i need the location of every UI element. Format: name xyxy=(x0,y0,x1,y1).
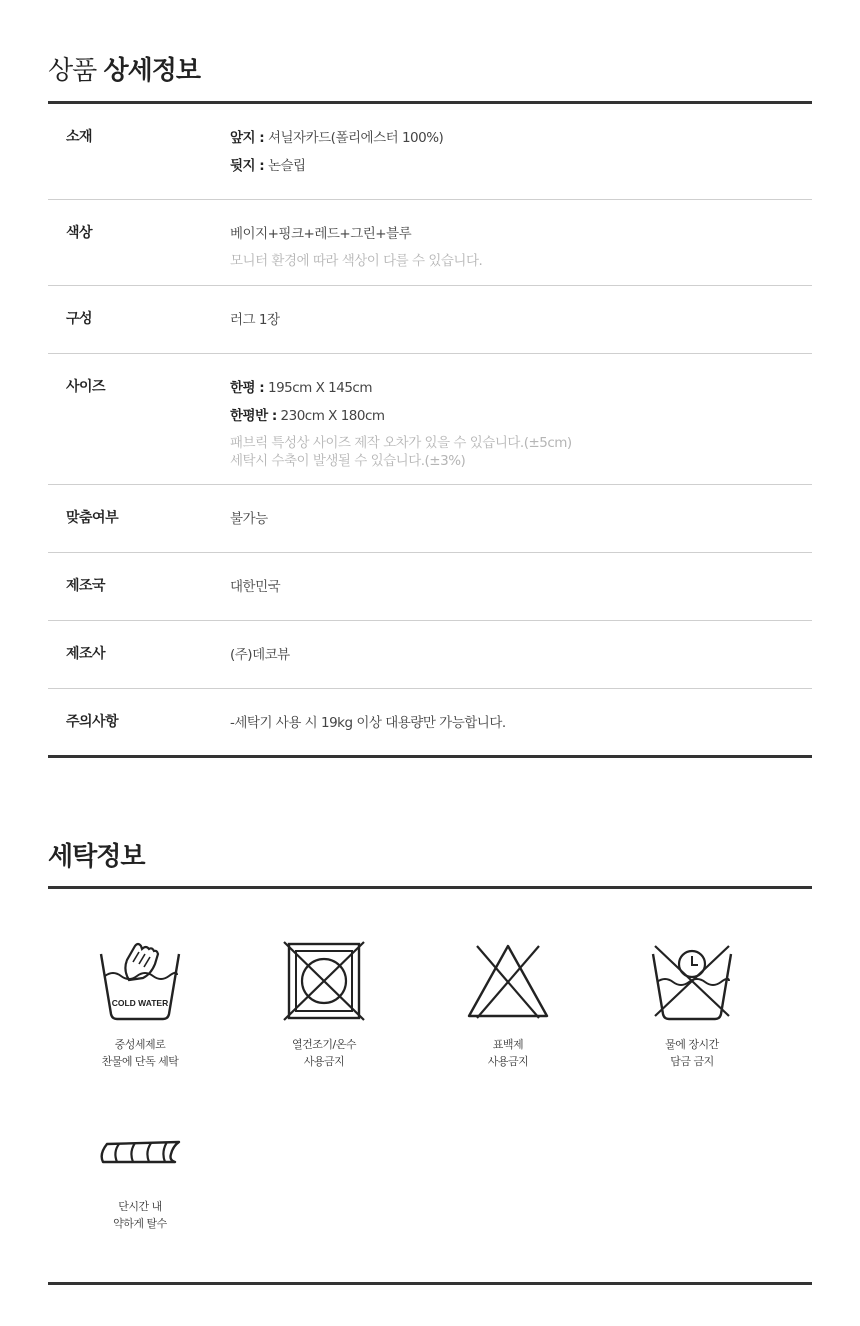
spec-value-text: 대한민국 xyxy=(230,579,281,595)
wash-info-title: 세탁정보 xyxy=(48,842,145,872)
spec-row xyxy=(48,286,812,354)
spec-note: 패브릭 특성상 사이즈 제작 오차가 있을 수 있습니다.(±5cm) xyxy=(230,435,572,451)
spec-value xyxy=(230,641,800,669)
spec-value-key: 뒷지 : xyxy=(230,158,265,174)
spec-label: 제조국 xyxy=(66,578,106,594)
spec-value xyxy=(230,220,800,270)
spec-label: 소재 xyxy=(66,129,93,145)
spec-value-key: 한평 : xyxy=(230,380,265,396)
spec-value-line xyxy=(230,306,800,334)
spec-label: 맞춤여부 xyxy=(66,510,119,526)
spec-row xyxy=(48,621,812,689)
product-info-title-light: 상품 xyxy=(48,56,97,86)
spec-value xyxy=(230,709,800,737)
spec-row xyxy=(48,200,812,286)
spec-label: 사이즈 xyxy=(66,379,106,395)
wash-item-gentle-spin xyxy=(48,1132,232,1232)
spec-value-text: -세탁기 사용 시 19kg 이상 대용량만 가능합니다. xyxy=(230,715,506,731)
spec-note: 세탁시 수축이 발생될 수 있습니다.(±3%) xyxy=(230,453,466,469)
spec-label: 주의사항 xyxy=(66,714,119,730)
cold-water-label: COLD WATER xyxy=(111,998,169,1008)
spec-row xyxy=(48,553,812,621)
spec-value xyxy=(230,124,800,180)
spec-value xyxy=(230,374,800,470)
wash-caption: 단시간 내 약하게 탈수 xyxy=(113,1200,167,1230)
spec-label: 색상 xyxy=(66,225,93,241)
product-info-title xyxy=(48,50,200,87)
spec-value-line xyxy=(230,220,800,248)
spec-value-text: 러그 1장 xyxy=(230,312,280,328)
hand-wash-cold-water-icon xyxy=(95,940,185,1022)
wash-caption: 물에 장시간 담금 금지 xyxy=(665,1038,719,1068)
spec-row xyxy=(48,104,812,200)
wash-caption: 표백제 사용금지 xyxy=(487,1038,529,1068)
spec-value-text: 셔닐자카드(폴리에스터 100%) xyxy=(264,130,444,146)
spec-value-line xyxy=(230,709,800,737)
wash-icon-grid xyxy=(48,890,812,1282)
spec-row xyxy=(48,354,812,485)
spec-value-line xyxy=(230,374,800,402)
wash-info-top-rule xyxy=(48,886,812,889)
spec-value-text: 불가능 xyxy=(230,511,268,527)
no-tumble-dry-icon xyxy=(279,940,369,1022)
spec-value-line xyxy=(230,152,800,180)
spec-value xyxy=(230,306,800,334)
product-info-bottom-rule xyxy=(48,755,812,758)
spec-value-key: 한평반 : xyxy=(230,408,277,424)
spec-label: 구성 xyxy=(66,311,93,327)
spec-value-line xyxy=(230,573,800,601)
spec-value-line xyxy=(230,505,800,533)
wash-item-no-bleach xyxy=(416,940,600,1070)
no-long-soak-icon xyxy=(647,940,737,1022)
spec-value-text: 230cm X 180cm xyxy=(276,408,385,424)
spec-value-text: 논슬립 xyxy=(264,158,306,174)
product-spec-table xyxy=(48,104,812,756)
wash-item-no-tumble-dry xyxy=(232,940,416,1070)
spec-value-line xyxy=(230,641,800,669)
spec-value-line xyxy=(230,402,800,430)
wash-caption: 중성세제로 찬물에 단독 세탁 xyxy=(101,1038,179,1068)
spec-value-text: 195cm X 145cm xyxy=(264,380,372,396)
spec-row xyxy=(48,689,812,756)
spec-value-key: 앞지 : xyxy=(230,130,265,146)
wash-caption: 열건조기/온수 사용금지 xyxy=(292,1038,356,1068)
spec-row xyxy=(48,485,812,553)
spec-value-line xyxy=(230,124,800,152)
wash-item-no-long-soak xyxy=(600,940,784,1070)
spec-note: 모니터 환경에 따라 색상이 다를 수 있습니다. xyxy=(230,253,483,269)
spec-value-text: 베이지+핑크+레드+그린+블루 xyxy=(230,226,412,242)
spec-value xyxy=(230,505,800,533)
no-bleach-icon xyxy=(463,940,553,1022)
spec-value-text: (주)데코뷰 xyxy=(230,647,290,663)
gentle-spin-icon xyxy=(95,1132,185,1172)
wash-info-bottom-rule xyxy=(48,1282,812,1285)
product-info-title-bold: 상세정보 xyxy=(103,56,200,86)
spec-value xyxy=(230,573,800,601)
spec-label: 제조사 xyxy=(66,646,106,662)
wash-item-hand-wash xyxy=(48,940,232,1070)
